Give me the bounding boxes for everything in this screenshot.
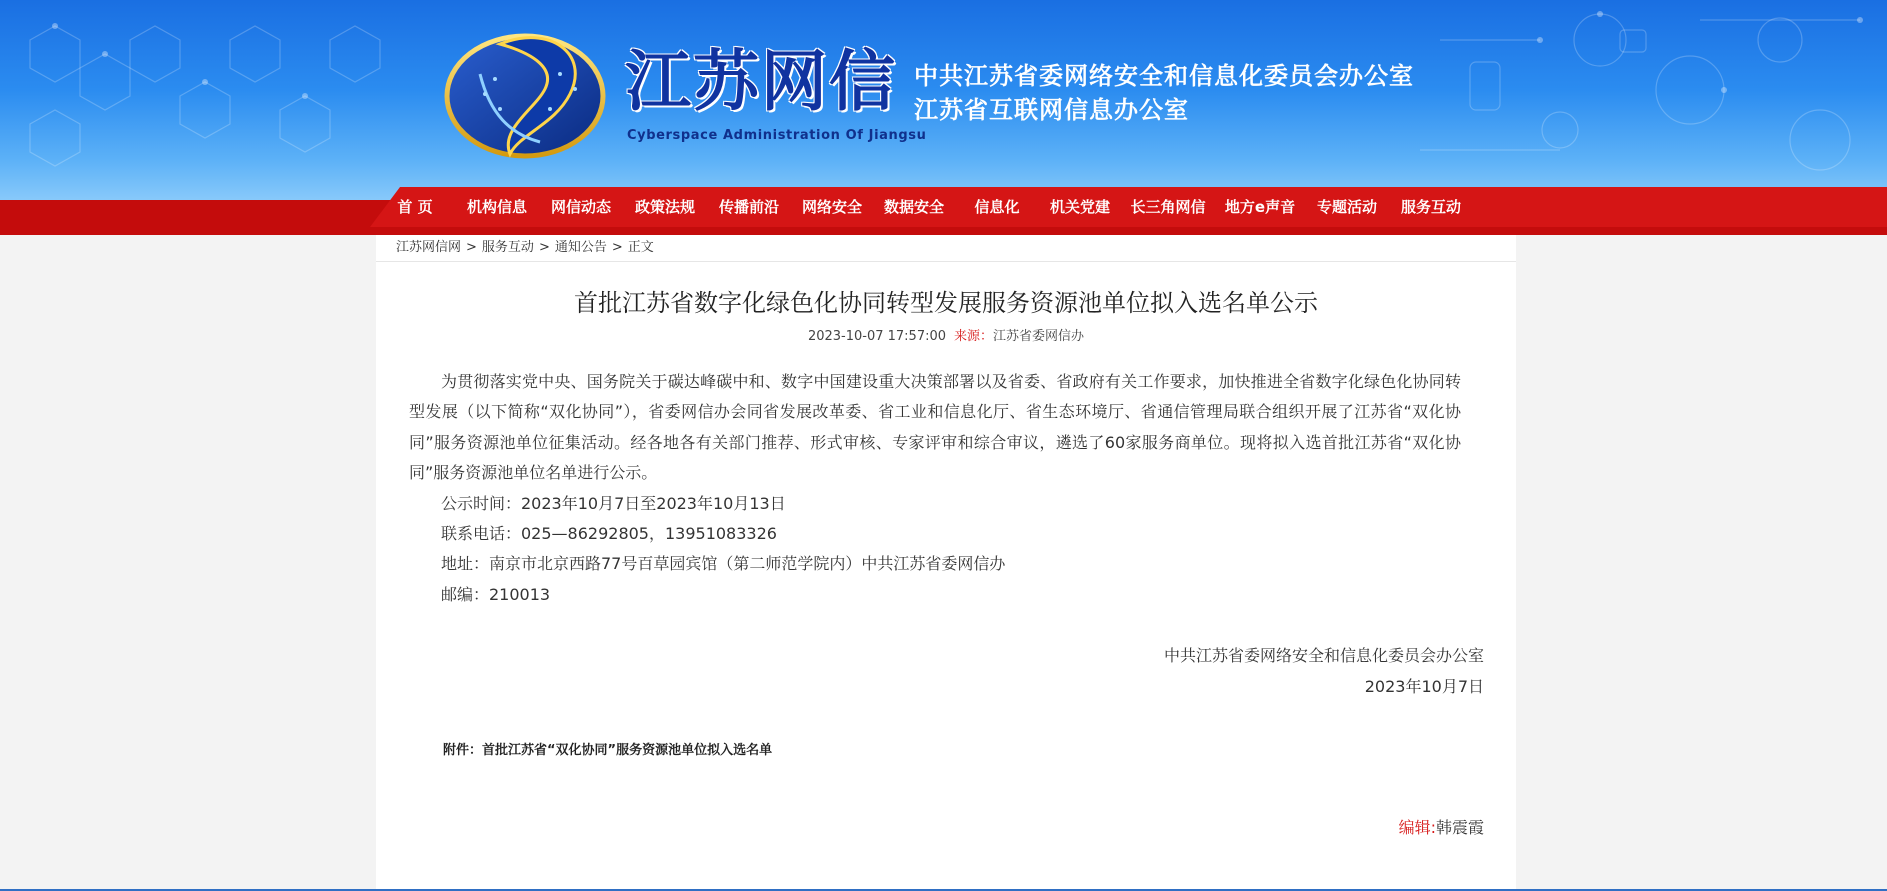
breadcrumb-separator: > [466,240,477,255]
nav-item-media[interactable]: 传播前沿 [718,198,779,216]
breadcrumb-separator: > [538,240,550,255]
signature-org: 中共江苏省委网络安全和信息化委员会办公室 [1163,646,1484,665]
logo-emblem-icon [440,14,610,164]
article-signature [1164,640,1484,702]
signature-date: 2023年10月7日 [1364,677,1484,696]
breadcrumb-divider [376,261,1516,262]
org-name-line1: 中共江苏省委网络安全和信息化委员会办公室 [914,62,1414,90]
editor-name: 韩震霞 [1435,818,1484,837]
article-phone: 联系电话：025—86292805，13951083326 [441,524,777,544]
nav-item-informatization[interactable]: 信息化 [974,198,1020,216]
header-banner [0,0,1887,200]
article-datetime: 2023-10-07 17:57:00 [807,329,947,344]
article-body [409,367,1461,610]
article-postcode: 邮编：210013 [441,584,551,604]
nav-item-data-security[interactable]: 数据安全 [883,198,944,216]
breadcrumb [396,235,654,261]
article-source-label: 来源： [954,329,994,344]
breadcrumb-home[interactable]: 江苏网信网 [396,240,462,255]
org-name-line2: 江苏省互联网信息办公室 [914,96,1189,124]
nav-item-topics[interactable]: 专题活动 [1316,198,1377,216]
breadcrumb-separator: > [611,240,623,255]
nav-item-org-info[interactable]: 机构信息 [466,198,527,216]
article-address: 地址：南京市北京西路77号百草园宾馆（第二师范学院内）中共江苏省委网信办 [441,554,1006,574]
article-paragraph: 为贯彻落实党中央、国务院关于碳达峰碳中和、数字中国建设重大决策部署以及省委、省政府有关工作要求，加快推进全省数字化绿色化协同转型发展（以下简称“双化协同”），省委网信办会同省发展改革委、省工业和信息化厅、省生态环境厅、省通信管理局联合组织开展了江苏省“双化协同”服务资源池单位征集活动。经各地各有关部门推荐、形式审核、专家评审和综合审议，遴选了60家服务商单位。现将拟入选首批江苏省“双化协同”服务资源池单位名单进行公示。 [409,372,1461,483]
logo-subtitle: Cyberspace Administration Of Jiangsu [627,128,927,143]
nav-item-service[interactable]: 服务互动 [1400,198,1461,216]
breadcrumb-notices[interactable]: 通知公告 [554,240,607,255]
breadcrumb-current: 正文 [627,240,654,255]
logo-text: 江苏网信 [625,42,897,120]
article-source: 江苏省委网信办 [993,329,1085,344]
nav-item-yangtze-delta[interactable]: 长三角网信 [1130,198,1206,216]
article-period: 公示时间：2023年10月7日至2023年10月13日 [441,493,786,513]
article-panel [376,235,1516,891]
editor-label: 编辑: [1398,818,1436,837]
nav-item-news[interactable]: 网信动态 [550,198,611,216]
breadcrumb-service[interactable]: 服务互动 [481,240,534,255]
main-nav [375,187,1473,227]
nav-item-cybersecurity[interactable]: 网络安全 [801,198,862,216]
article-title: 首批江苏省数字化绿色化协同转型发展服务资源池单位拟入选名单公示 [574,289,1318,317]
nav-item-party[interactable]: 机关党建 [1049,198,1110,216]
nav-item-home[interactable]: 首 页 [397,198,433,216]
nav-item-local-voice[interactable]: 地方e声音 [1224,198,1296,216]
attachment-link[interactable]: 附件：首批江苏省“双化协同”服务资源池单位拟入选名单 [443,743,773,758]
article-meta [376,325,1516,344]
article-editor [1399,815,1484,838]
nav-item-policy[interactable]: 政策法规 [634,198,695,216]
